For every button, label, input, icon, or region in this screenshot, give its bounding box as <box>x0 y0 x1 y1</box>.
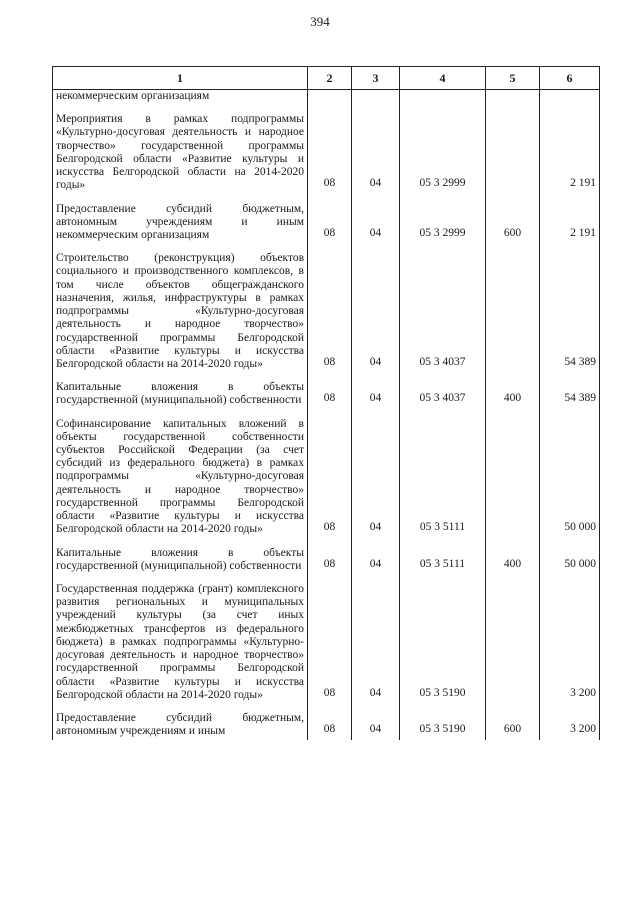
row-subsection: 04 <box>352 252 400 373</box>
header-col-3: 3 <box>352 67 400 90</box>
row-name: Капитальные вложения в объекты государственной (муниципальной) собственности <box>53 547 308 575</box>
table-row <box>53 418 600 539</box>
row-subsection: 04 <box>352 583 400 704</box>
row-spacer <box>53 539 600 547</box>
header-col-4: 4 <box>400 67 486 90</box>
row-subsection: 04 <box>352 547 400 575</box>
row-name: Строительство (реконструкция) объектов социального и производственного комплексов, в том числе объектов общегражданского назначения, жилья, инфраструктуры в рамках подпрограммы «Культурно-досуговая деятельность и народное творчество» государственной программы Белгородской области «Развитие культуры и искусства Белгородской области на 2014-2020 годы» <box>53 252 308 373</box>
row-name: Предоставление субсидий бюджетным, автономным учреждениям и иным некоммерческим организациям <box>53 203 308 245</box>
row-target-article: 05 3 2999 <box>400 113 486 194</box>
header-col-5: 5 <box>486 67 540 90</box>
row-subsection: 04 <box>352 712 400 740</box>
row-amount: 54 389 <box>540 252 600 373</box>
row-expense-type: 400 <box>486 381 540 409</box>
row-expense-type: 600 <box>486 203 540 245</box>
row-target-article: 05 3 4037 <box>400 381 486 409</box>
row-spacer <box>53 410 600 418</box>
row-amount: 50 000 <box>540 547 600 575</box>
row-amount: 3 200 <box>540 583 600 704</box>
row-subsection: 04 <box>352 203 400 245</box>
row-amount: 50 000 <box>540 418 600 539</box>
row-target-article: 05 3 4037 <box>400 252 486 373</box>
row-section: 08 <box>308 712 352 740</box>
row-amount: 2 191 <box>540 203 600 245</box>
table-row <box>53 712 600 740</box>
row-spacer <box>53 704 600 712</box>
row-target-article: 05 3 5111 <box>400 418 486 539</box>
table-row <box>53 381 600 409</box>
table-row <box>53 113 600 194</box>
header-col-6: 6 <box>540 67 600 90</box>
row-target-article: 05 3 5111 <box>400 547 486 575</box>
header-row <box>53 67 600 90</box>
row-spacer <box>53 575 600 583</box>
row-subsection: 04 <box>352 381 400 409</box>
budget-table <box>52 66 600 740</box>
row-spacer <box>53 195 600 203</box>
row-amount: 3 200 <box>540 712 600 740</box>
table-row <box>53 547 600 575</box>
page-number: 394 <box>310 14 330 29</box>
row-section: 08 <box>308 203 352 245</box>
row-name: Мероприятия в рамках подпрограммы «Культурно-досуговая деятельность и народное творчество» государственной программы Белгородской области «Развитие культуры и искусства Белгородской области на 2014-2020 годы» <box>53 113 308 194</box>
row-expense-type: 600 <box>486 712 540 740</box>
row-name: Софинансирование капитальных вложений в объекты государственной собственности субъектов Российской Федерации (за счет субсидий из федерального бюджета) в рамках подпрограммы «Культурно-досуговая деятельность и народное творчество» государственной программы Белгородской области «Развитие культуры и искусства Белгородской области на 2014-2020 годы» <box>53 418 308 539</box>
row-spacer <box>53 105 600 113</box>
row-section: 08 <box>308 252 352 373</box>
row-subsection: 04 <box>352 418 400 539</box>
row-name: Предоставление субсидий бюджетным, автономным учреждениям и иным <box>53 712 308 740</box>
row-section: 08 <box>308 583 352 704</box>
row-target-article: 05 3 5190 <box>400 712 486 740</box>
continuation-row <box>53 90 600 106</box>
row-name: Капитальные вложения в объекты государственной (муниципальной) собственности <box>53 381 308 409</box>
row-name: Государственная поддержка (грант) комплексного развития региональных и муниципальных учреждений культуры (за счет иных межбюджетных трансфертов из федерального бюджета) в рамках подпрограммы «Культурно-досуговая деятельность и народное творчество» государственной программы Белгородской области «Развитие культуры и искусства Белгородской области на 2014-2020 годы» <box>53 583 308 704</box>
row-expense-type <box>486 113 540 194</box>
row-section: 08 <box>308 547 352 575</box>
continuation-text: некоммерческим организациям <box>53 90 308 106</box>
row-spacer <box>53 373 600 381</box>
row-expense-type <box>486 418 540 539</box>
row-expense-type <box>486 252 540 373</box>
row-section: 08 <box>308 113 352 194</box>
row-expense-type: 400 <box>486 547 540 575</box>
header-col-1: 1 <box>53 67 308 90</box>
row-expense-type <box>486 583 540 704</box>
row-amount: 54 389 <box>540 381 600 409</box>
table-row <box>53 252 600 373</box>
row-target-article: 05 3 2999 <box>400 203 486 245</box>
row-spacer <box>53 244 600 252</box>
header-col-2: 2 <box>308 67 352 90</box>
row-amount: 2 191 <box>540 113 600 194</box>
row-section: 08 <box>308 381 352 409</box>
row-subsection: 04 <box>352 113 400 194</box>
row-target-article: 05 3 5190 <box>400 583 486 704</box>
row-section: 08 <box>308 418 352 539</box>
table-row <box>53 203 600 245</box>
table-row <box>53 583 600 704</box>
